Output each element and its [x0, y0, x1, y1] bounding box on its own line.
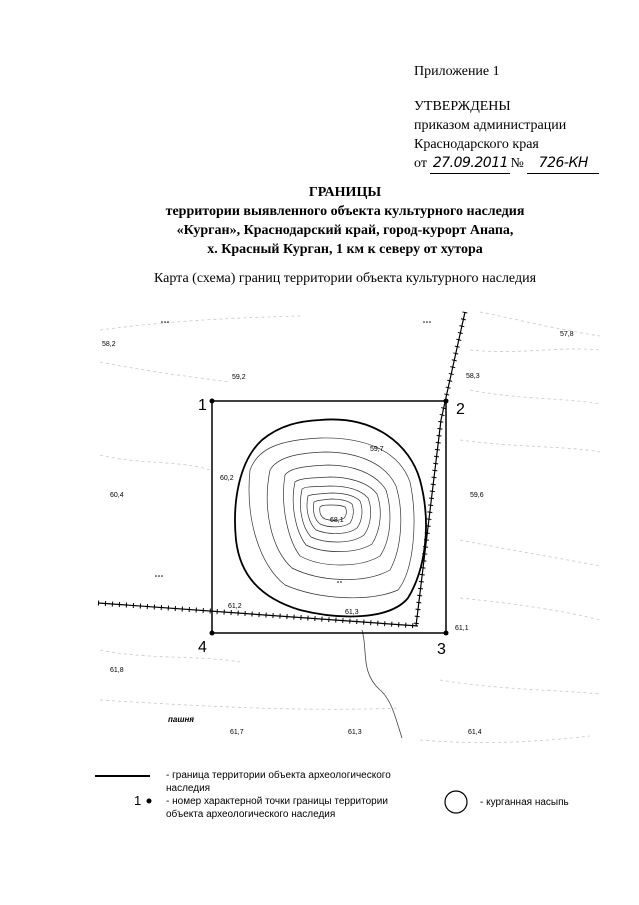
elevation-mark: 61,3: [348, 729, 362, 736]
approved-region: Краснодарского края: [414, 137, 539, 152]
corner-label-1: 1: [198, 397, 207, 414]
legend-mound-text: - курганная насыпь: [480, 797, 569, 808]
map-caption: Карта (схема) границ территории объекта культурного наследия: [153, 271, 537, 286]
corner-label-3: 3: [437, 641, 446, 658]
legend-point-dot: [147, 799, 152, 804]
road-northeast: [416, 312, 465, 626]
elevation-mark: 61,7: [230, 729, 244, 736]
legend-point-line-2: объекта археологического наследия: [166, 809, 336, 820]
title-line-2: «Курган», Краснодарский край, город-курорт Анапа,: [176, 223, 514, 238]
elevation-mark: 61,1: [455, 625, 469, 632]
elevation-mark: 59,2: [232, 374, 246, 381]
title-line-3: х. Красный Курган, 1 км к северу от хутора: [207, 242, 483, 257]
elevation-mark: 61,8: [110, 667, 124, 674]
corner-label-2: 2: [456, 401, 465, 418]
elevation-mark: 61,4: [468, 729, 482, 736]
title-line-1: территории выявленного объекта культурного наследия: [165, 204, 525, 219]
appendix-label: Приложение 1: [414, 64, 500, 79]
elevation-mark: 57,8: [560, 331, 574, 338]
elevation-mark: 58,2: [102, 341, 116, 348]
legend-boundary-text: [166, 769, 391, 795]
legend-point-text: [166, 795, 388, 821]
elevation-mark: 61,3: [345, 609, 359, 616]
elevation-mark: 60,4: [110, 492, 124, 499]
legend-boundary-line-1: - граница территории объекта археологического: [166, 770, 391, 781]
field-track: [362, 630, 402, 738]
elevation-mark: 58,3: [466, 373, 480, 380]
legend-boundary-line-2: наследия: [166, 783, 211, 794]
territory-boundary: [212, 401, 446, 633]
legend-point-line-1: - номер характерной точки границы территории: [166, 796, 388, 807]
number-sign: №: [510, 156, 524, 171]
from-label: от: [414, 156, 427, 171]
approved-by-order: приказом администрации: [414, 118, 567, 133]
elevation-mark: 60,2: [220, 475, 234, 482]
approval-number: 726-КН: [527, 154, 599, 174]
background-relief: [100, 312, 600, 743]
elevation-mark: 59,7: [370, 446, 384, 453]
title-heading: ГРАНИЦЫ: [308, 185, 382, 200]
elevation-mark: 59,6: [470, 492, 484, 499]
corner-label-4: 4: [198, 639, 207, 656]
corner-points: [210, 399, 449, 636]
legend-point-number: 1: [134, 793, 142, 808]
elevation-mark: 68,1: [330, 517, 344, 524]
approval-date: 27.09.2011: [430, 154, 510, 174]
legend-mound-circle: [445, 791, 467, 813]
elevation-mark: 61,2: [228, 603, 242, 610]
approved-label: УТВЕРЖДЕНЫ: [414, 99, 511, 114]
field-label: пашня: [168, 715, 194, 724]
